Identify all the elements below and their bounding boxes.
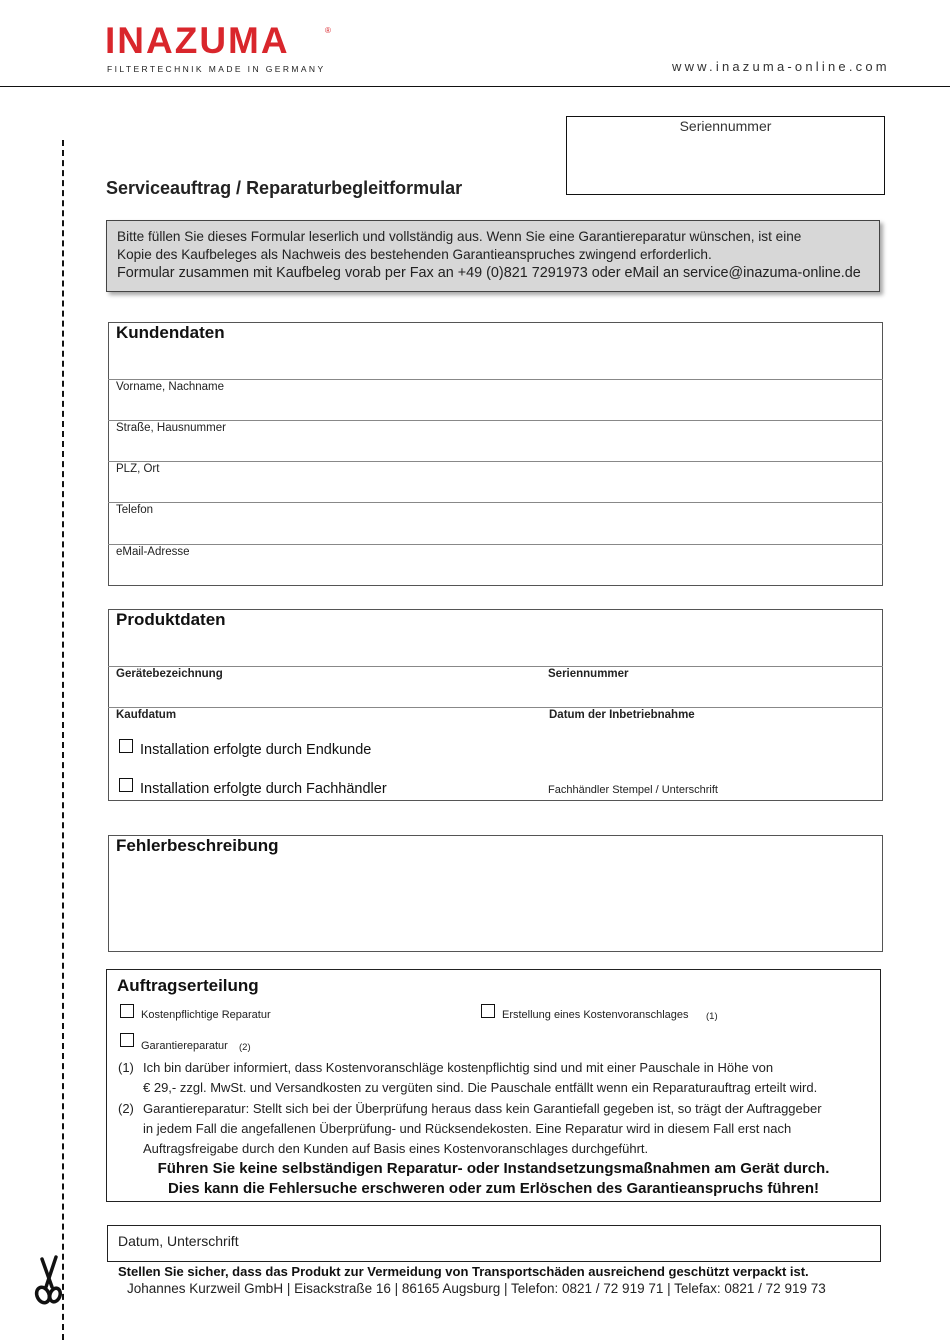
order-title: Auftragserteilung	[117, 976, 259, 995]
zip-city-field[interactable]: PLZ, Ort	[116, 463, 160, 475]
row-divider	[108, 544, 883, 545]
product-data-section	[108, 609, 883, 801]
page-title: Serviceauftrag / Reparaturbegleitformular	[106, 178, 463, 198]
brand-logo: INAZUMA	[105, 20, 290, 61]
packaging-notice: Stellen Sie sicher, dass das Produkt zur Vermeidung von Transportschäden ausreichend geschützt verpackt ist.	[118, 1264, 809, 1279]
customer-data-title: Kundendaten	[116, 323, 225, 342]
warning-line-1: Führen Sie keine selbständigen Reparatur- oder Instandsetzungsmaßnahmen am Gerät durch.	[157, 1160, 830, 1177]
warning-line-2: Dies kann die Fehlersuche erschweren oder zum Erlöschen des Garantieanspruchs führen!	[167, 1180, 820, 1197]
commissioning-date-field[interactable]: Datum der Inbetriebnahme	[549, 709, 695, 721]
estimate-checkbox[interactable]	[481, 1004, 495, 1018]
phone-field[interactable]: Telefon	[116, 504, 154, 516]
product-serial-field[interactable]: Seriennummer	[548, 668, 629, 680]
product-data-title: Produktdaten	[116, 610, 226, 629]
header-divider	[0, 86, 950, 87]
endcustomer-install-checkbox[interactable]	[119, 739, 133, 753]
estimate-label: Erstellung eines Kostenvoranschlages	[502, 1009, 689, 1021]
note-1-line-2: € 29,- zzgl. MwSt. und Versandkosten zu vergüten sind. Die Pauschale entfällt wenn ein Reparaturauftrag erteilt wird.	[143, 1080, 818, 1095]
street-field[interactable]: Straße, Hausnummer	[116, 422, 226, 434]
dealer-install-checkbox[interactable]	[119, 778, 133, 792]
registered-mark: ®	[325, 26, 331, 35]
name-field[interactable]: Vorname, Nachname	[116, 381, 225, 393]
serial-number-box-label: Seriennummer	[679, 118, 772, 134]
warranty-repair-label: Garantiereparatur	[141, 1040, 228, 1052]
warranty-repair-checkbox[interactable]	[120, 1033, 134, 1047]
signature-label: Datum, Unterschrift	[118, 1233, 239, 1249]
device-name-field[interactable]: Gerätebezeichnung	[116, 668, 223, 680]
cut-line	[62, 140, 64, 1340]
note-1-number: (1)	[118, 1060, 134, 1075]
dealer-install-label: Installation erfolgte durch Fachhändler	[140, 781, 387, 797]
company-address: Johannes Kurzweil GmbH | Eisackstraße 16 | 86165 Augsburg | Telefon: 0821 / 72 919 71 | Telefax: 0821 / 72 919 73	[127, 1281, 826, 1296]
note-2-line-2: in jedem Fall die angefallenen Überprüfung- und Rücksendekosten. Eine Reparatur wird in diesem Fall erst nach	[143, 1121, 792, 1136]
dealer-stamp-field[interactable]: Fachhändler Stempel / Unterschrift	[548, 784, 718, 796]
row-divider	[108, 461, 883, 462]
note-2-line-1: Garantiereparatur: Stellt sich bei der Überprüfung heraus dass kein Garantiefall gegeben ist, so trägt der Auftraggeber	[143, 1101, 822, 1116]
row-divider	[108, 420, 883, 421]
email-field[interactable]: eMail-Adresse	[116, 546, 190, 558]
instructions-line-2: Kopie des Kaufbeleges als Nachweis des bestehenden Garantieanspruches zwingend erforderlich.	[117, 247, 712, 262]
row-divider	[108, 502, 883, 503]
note-1-line-1: Ich bin darüber informiert, dass Kostenvoranschläge kostenpflichtig sind und mit einer Pauschale in Höhe von	[143, 1060, 774, 1075]
website-link[interactable]: www.inazuma-online.com	[672, 59, 890, 74]
brand-tagline: FILTERTECHNIK MADE IN GERMANY	[107, 64, 326, 74]
paid-repair-checkbox[interactable]	[120, 1004, 134, 1018]
estimate-ref: (1)	[706, 1011, 718, 1022]
scissors-icon	[32, 1255, 66, 1307]
note-2-number: (2)	[118, 1101, 134, 1116]
instructions-line-1: Bitte füllen Sie dieses Formular leserlich und vollständig aus. Wenn Sie eine Garantiereparatur wünschen, ist eine	[117, 229, 802, 244]
row-divider	[108, 666, 883, 667]
warranty-repair-ref: (2)	[239, 1042, 251, 1053]
purchase-date-field[interactable]: Kaufdatum	[116, 709, 177, 721]
row-divider	[108, 707, 883, 708]
endcustomer-install-label: Installation erfolgte durch Endkunde	[140, 742, 372, 758]
customer-data-section	[108, 322, 883, 586]
instructions-box	[106, 220, 880, 292]
instructions-line-3: Formular zusammen mit Kaufbeleg vorab per Fax an +49 (0)821 7291973 oder eMail an service@inazuma-online.de	[117, 265, 861, 281]
error-description-title: Fehlerbeschreibung	[116, 836, 279, 855]
row-divider	[108, 379, 883, 380]
note-2-line-3: Auftragsfreigabe durch den Kunden auf Basis eines Kostenvoranschlages durchgeführt.	[143, 1141, 649, 1156]
paid-repair-label: Kostenpflichtige Reparatur	[141, 1009, 271, 1021]
